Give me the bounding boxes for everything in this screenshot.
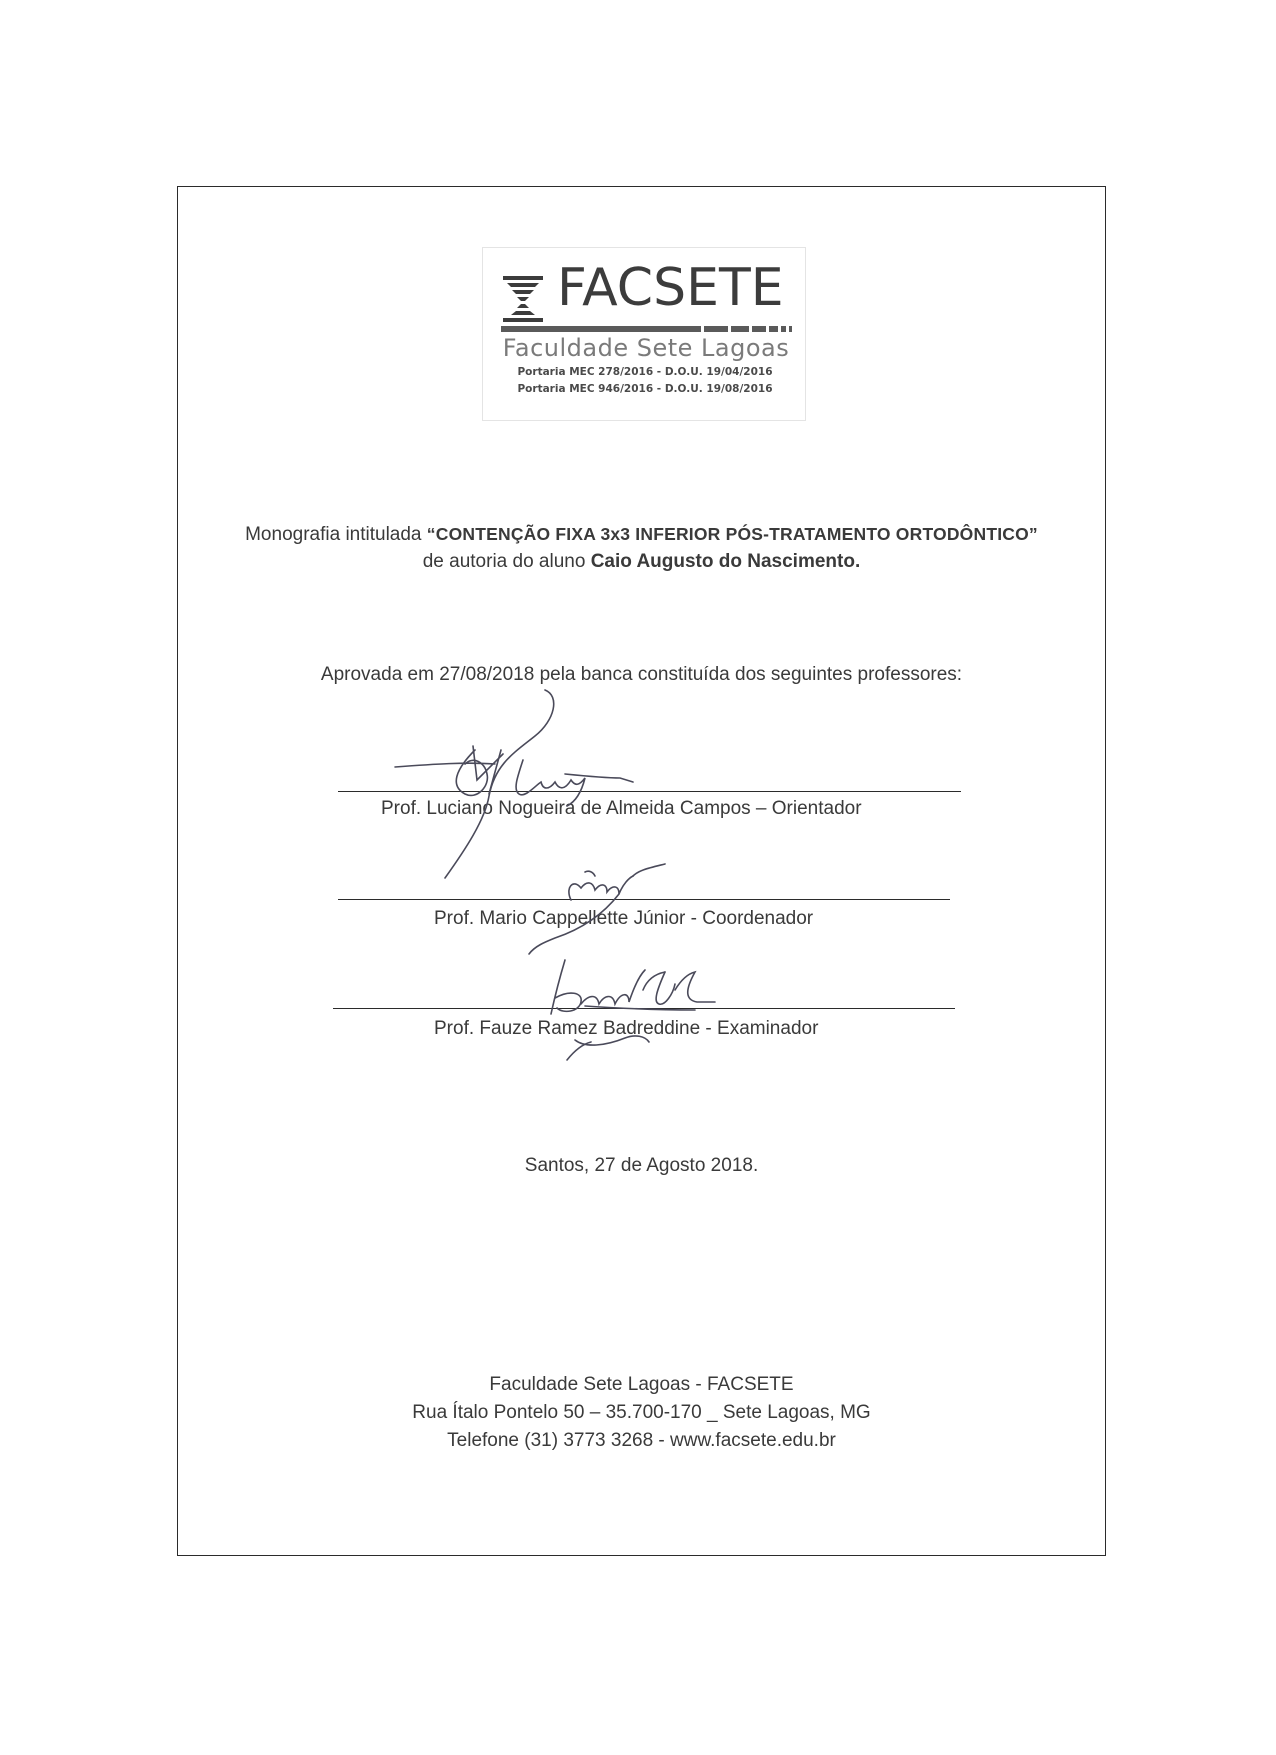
- author-prefix: de autoria do aluno: [422, 551, 591, 572]
- handwritten-signature: [395, 690, 665, 880]
- title-prefix: Monografia intitulada: [245, 524, 427, 545]
- logo-subtitle: Faculdade Sete Lagoas: [502, 334, 790, 362]
- handwritten-signature: [525, 950, 745, 1070]
- facsete-logo: [482, 247, 806, 421]
- place-and-date: Santos, 27 de Agosto 2018.: [524, 1155, 759, 1176]
- author-line: [177, 551, 1106, 573]
- footer-contact: Telefone (31) 3773 3268 - www.facsete.edu.br: [447, 1430, 836, 1451]
- logo-name: FACSETE: [557, 258, 784, 318]
- handwritten-signature: [515, 858, 685, 958]
- footer-address: Rua Ítalo Pontelo 50 – 35.700-170 _ Sete Lagoas, MG: [412, 1402, 871, 1423]
- approval-statement: Aprovada em 27/08/2018 pela banca constituída dos seguintes professores:: [320, 664, 963, 685]
- footer-institution: Faculdade Sete Lagoas - FACSETE: [489, 1374, 794, 1395]
- committee-member-label: Prof. Fauze Ramez Badreddine - Examinador: [434, 1018, 819, 1039]
- committee-member-label: Prof. Luciano Nogueira de Almeida Campos – Orientador: [381, 798, 862, 819]
- facsete-emblem-icon: [503, 276, 543, 322]
- committee-member-label: Prof. Mario Cappellette Júnior - Coordenador: [434, 908, 814, 929]
- portaria-line-1: Portaria MEC 278/2016 - D.O.U. 19/04/2016: [517, 366, 773, 378]
- author-name: Caio Augusto do Nascimento.: [590, 551, 861, 572]
- portaria-line-2: Portaria MEC 946/2016 - D.O.U. 19/08/2016: [517, 383, 773, 395]
- monograph-title-line: [177, 524, 1106, 546]
- monograph-title: “CONTENÇÃO FIXA 3x3 INFERIOR PÓS-TRATAMENTO ORTODÔNTICO”: [426, 524, 1038, 544]
- logo-underline-bar: [501, 326, 793, 332]
